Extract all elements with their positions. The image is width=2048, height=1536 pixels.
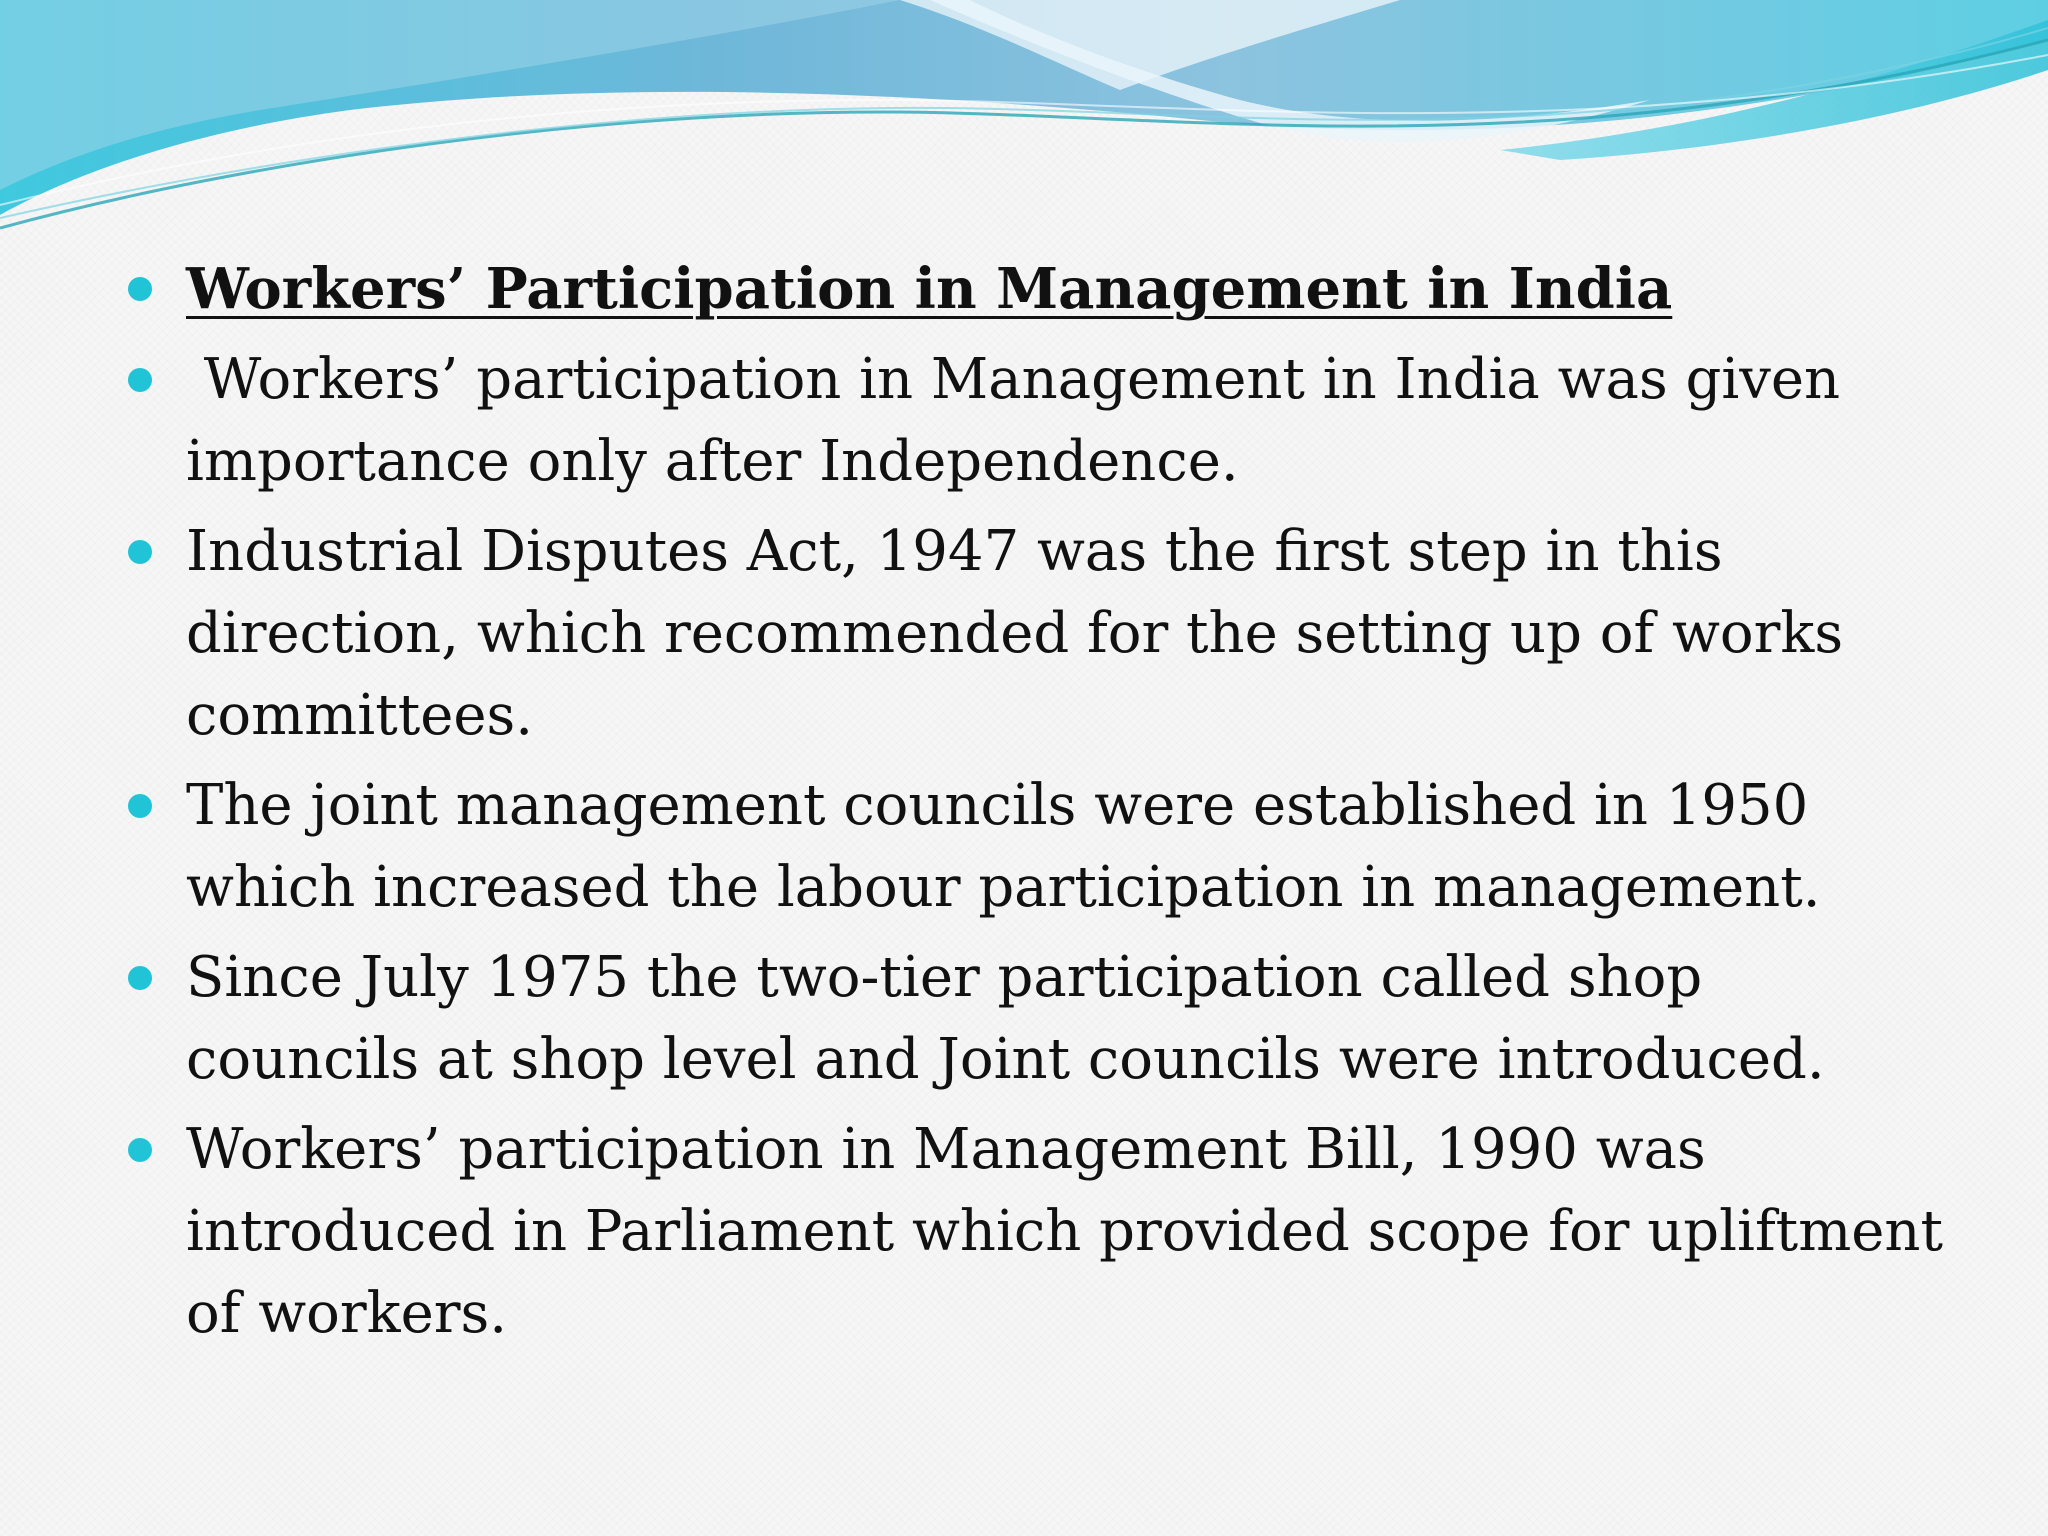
slide-heading: Workers’ Participation in Management in India	[186, 256, 1673, 322]
bullet-dot-icon	[128, 966, 152, 990]
bullet-item	[128, 1109, 1948, 1355]
bullet-dot-icon	[128, 540, 152, 564]
bullet-dot-icon	[128, 277, 152, 301]
bullet-item	[128, 339, 1948, 503]
content-area	[128, 248, 1948, 1363]
bullet-dot-icon	[128, 368, 152, 392]
bullet-heading	[128, 248, 1948, 331]
bullet-text: The joint management councils were established in 1950 which increased the labour participation in management.	[186, 773, 1821, 920]
bullet-list	[128, 248, 1948, 1355]
bullet-text: Industrial Disputes Act, 1947 was the first step in this direction, which recommended for the setting up of works committees.	[186, 519, 1844, 748]
bullet-item	[128, 511, 1948, 757]
decorative-wave-header	[0, 0, 2048, 240]
bullet-dot-icon	[128, 1138, 152, 1162]
bullet-text: Workers’ participation in Management in India was given importance only after Independence.	[186, 347, 1841, 494]
bullet-item	[128, 765, 1948, 929]
bullet-text: Since July 1975 the two-tier participation called shop councils at shop level and Joint councils were introduced.	[186, 945, 1825, 1092]
bullet-item	[128, 937, 1948, 1101]
bullet-dot-icon	[128, 794, 152, 818]
bullet-text: Workers’ participation in Management Bill, 1990 was introduced in Parliament which provided scope for upliftment of workers.	[186, 1117, 1943, 1346]
